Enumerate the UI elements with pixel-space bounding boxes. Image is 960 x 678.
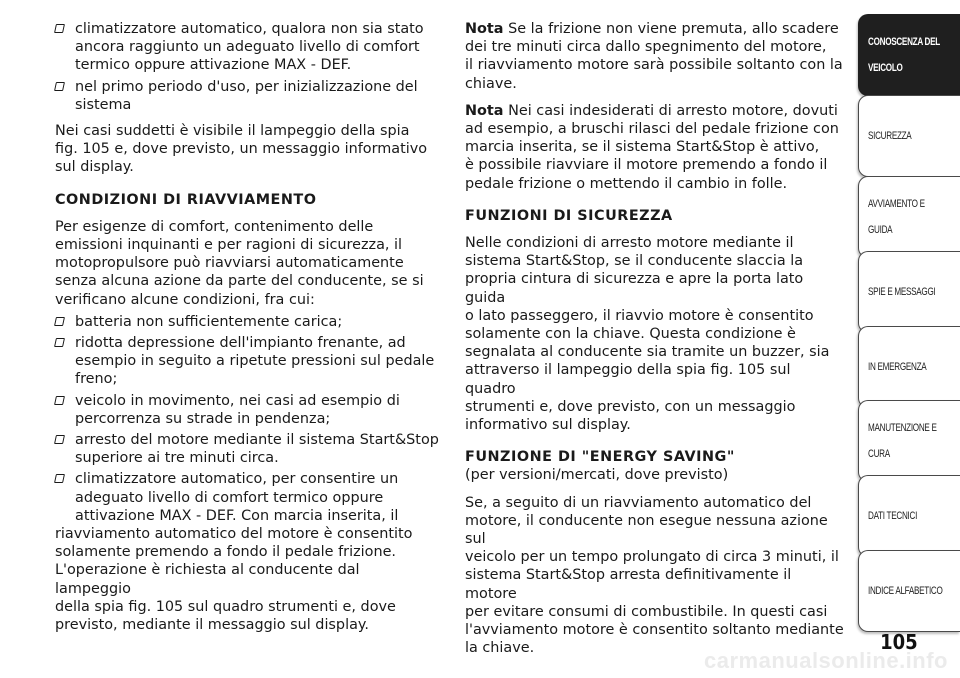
text-line: previsto, mediante il messaggio sul display. <box>55 617 369 634</box>
bullet-icon <box>54 82 65 91</box>
watermark: carmanualsonline.info <box>704 648 948 673</box>
list-item-line: arresto del motore mediante il sistema Start&Stop <box>75 432 439 449</box>
paragraph <box>55 218 440 309</box>
paragraph <box>55 525 440 634</box>
text-line: il riavviamento motore sarà possibile soltanto con la <box>465 57 843 74</box>
bullet-icon <box>54 338 65 347</box>
section-heading: CONDIZIONI DI RIAVVIAMENTO <box>55 191 317 208</box>
text-line: sistema Start&Stop, se il conducente slaccia la <box>465 253 804 270</box>
paragraph <box>55 122 440 177</box>
text-line: segnalata al conducente sia tramite un buzzer, sia <box>465 344 830 361</box>
tab-label-line: CURA <box>868 447 890 460</box>
list-item-line: freno; <box>75 371 118 388</box>
tab-manutenzione-e-cura[interactable] <box>858 400 960 482</box>
bullet-icon <box>54 24 65 33</box>
list-item <box>55 392 440 428</box>
page-number: 105 <box>880 630 918 654</box>
bullet-icon <box>54 396 65 405</box>
note-paragraph <box>465 102 845 193</box>
list-item <box>55 20 440 75</box>
chapter-tabs <box>858 0 960 678</box>
list-item-line: adeguato livello di comfort termico oppure <box>75 489 384 506</box>
text-line: fig. 105 e, dove previsto, un messaggio informativo <box>55 141 428 158</box>
tab-label-line: GUIDA <box>868 223 893 236</box>
text-line: pedale frizione o mettendo il cambio in folle. <box>465 175 788 192</box>
text-line: riavviamento automatico del motore è consentito <box>55 526 413 543</box>
text-line: motopropulsore può riavviarsi automaticamente <box>55 255 404 272</box>
list-item-line: termico oppure attivazione MAX - DEF. <box>75 57 352 74</box>
tab-dati-tecnici[interactable] <box>858 475 960 557</box>
text-line: L'operazione è richiesta al conducente dal lampeggio <box>55 562 360 597</box>
section-heading: FUNZIONE DI "ENERGY SAVING" <box>465 449 735 466</box>
list-item-line: climatizzatore automatico, qualora non sia stato <box>75 21 424 37</box>
left-column <box>55 0 440 634</box>
text-line: o lato passeggero, il riavvio motore è consentito <box>465 307 814 324</box>
list-item-line: climatizzatore automatico, per consentire un <box>75 471 399 488</box>
note-paragraph <box>465 20 845 93</box>
note-label: Nota <box>465 21 504 37</box>
text-line: Nelle condizioni di arresto motore mediante il <box>465 235 794 252</box>
note-text: Se la frizione non viene premuta, allo scadere <box>508 21 839 37</box>
text-line: solamente premendo a fondo il pedale frizione. <box>55 544 396 561</box>
tab-spie-e-messaggi[interactable] <box>858 251 960 333</box>
text-line: ad esempio, a bruschi rilasci del pedale frizione con <box>465 121 839 138</box>
text-line: veicolo per un tempo prolungato di circa 3 minuti, il <box>465 549 839 566</box>
note-label: Nota <box>465 102 504 119</box>
text-line: Se, a seguito di un riavviamento automatico del <box>465 494 812 511</box>
list-item-line: ridotta depressione dell'impianto frenante, ad <box>75 335 406 352</box>
text-line: per evitare consumi di combustibile. In questi casi <box>465 603 828 620</box>
text-line: verificano alcune condizioni, fra cui: <box>55 291 315 308</box>
tab-label-line: VEICOLO <box>868 61 903 74</box>
tab-label-line: MANUTENZIONE E <box>868 421 937 434</box>
tab-label <box>868 36 952 75</box>
list-item-line: batteria non sufficientemente carica; <box>75 313 343 330</box>
tab-label <box>868 361 936 374</box>
list-item <box>55 78 440 114</box>
bullet-icon <box>54 435 65 444</box>
list-item-line: percorrenza su strade in pendenza; <box>75 410 331 427</box>
text-line: è possibile riavviare il motore premendo a fondo il <box>465 157 828 174</box>
text-line: l'avviamento motore è consentito soltanto mediante <box>465 622 844 639</box>
bullet-icon <box>54 317 65 326</box>
tab-label-line: DATI TECNICI <box>868 509 918 522</box>
tab-label <box>868 422 948 461</box>
list-item <box>55 334 440 389</box>
tab-label-line: AVVIAMENTO E <box>868 197 925 210</box>
text-line: dei tre minuti circa dallo spegnimento del motore, <box>465 39 827 56</box>
text-line: marcia inserita, se il sistema Start&Stop è attivo, <box>465 139 820 156</box>
list-item-line: sistema <box>75 96 132 113</box>
list-item <box>55 431 440 467</box>
text-line: Nei casi suddetti è visibile il lampeggio della spia <box>55 123 410 140</box>
section-subtitle: (per versioni/mercati, dove previsto) <box>465 467 729 484</box>
text-line: informativo sul display. <box>465 417 631 434</box>
list-item-line: ancora raggiunto un adeguato livello di comfort <box>75 39 420 56</box>
list-item-line: esempio in seguito a ripetute pressioni sul pedale <box>75 353 435 370</box>
tab-label <box>868 286 946 299</box>
text-line <box>465 20 845 38</box>
text-line: solamente con la chiave. Questa condizione è <box>465 326 796 343</box>
tab-conoscenza-del-veicolo[interactable] <box>858 14 960 96</box>
text-line: motore, il conducente non esegue nessuna azione sul <box>465 512 828 548</box>
paragraph <box>465 494 845 658</box>
tab-label-line: CONOSCENZA DEL <box>868 35 940 48</box>
list-item <box>55 470 440 525</box>
text-line: la chiave. <box>465 640 535 657</box>
tab-indice-alfabetico[interactable] <box>858 550 960 632</box>
tab-label-line: IN EMERGENZA <box>868 360 927 373</box>
tab-label-line: SPIE E MESSAGGI <box>868 285 936 298</box>
list-item-line: veicolo in movimento, nei casi ad esempio di <box>75 392 400 409</box>
list-item-line: nel primo periodo d'uso, per inizializzazione del <box>75 78 418 95</box>
tab-label-line: SICUREZZA <box>868 129 912 142</box>
text-line: chiave. <box>465 75 517 92</box>
list-item-line: superiore ai tre minuti circa. <box>75 450 279 467</box>
section-heading: FUNZIONI DI SICUREZZA <box>465 207 673 224</box>
text-line: propria cintura di sicurezza e apre la porta lato guida <box>465 271 804 306</box>
right-column <box>465 0 845 658</box>
text-line: senza alcuna azione da parte del conducente, se si <box>55 273 424 290</box>
text-line: Per esigenze di comfort, contenimento delle <box>55 218 374 235</box>
tab-avviamento-e-guida[interactable] <box>858 176 960 258</box>
text-line: sistema Start&Stop arresta definitivamente il motore <box>465 567 792 602</box>
tab-sicurezza[interactable] <box>858 95 960 177</box>
note-text: Nei casi indesiderati di arresto motore, dovuti <box>508 102 838 119</box>
list-item <box>55 313 440 331</box>
tab-in-emergenza[interactable] <box>858 326 960 408</box>
text-line: della spia fig. 105 sul quadro strumenti e, dove <box>55 598 396 615</box>
paragraph <box>465 234 845 434</box>
tab-label <box>868 198 934 237</box>
text-line: strumenti e, dove previsto, con un messaggio <box>465 398 796 415</box>
text-line: attraverso il lampeggio della spia fig. 105 sul quadro <box>465 362 791 397</box>
tab-label-line: INDICE ALFABETICO <box>868 584 943 597</box>
tab-label <box>868 585 955 598</box>
text-line: sul display. <box>55 159 134 176</box>
text-line: emissioni inquinanti e per ragioni di sicurezza, il <box>55 237 403 254</box>
list-item-line: attivazione MAX - DEF. Con marcia inserita, il <box>75 507 399 524</box>
text-line <box>465 102 845 120</box>
tab-label <box>868 510 925 523</box>
bullet-icon <box>54 474 65 483</box>
tab-label <box>868 130 919 143</box>
